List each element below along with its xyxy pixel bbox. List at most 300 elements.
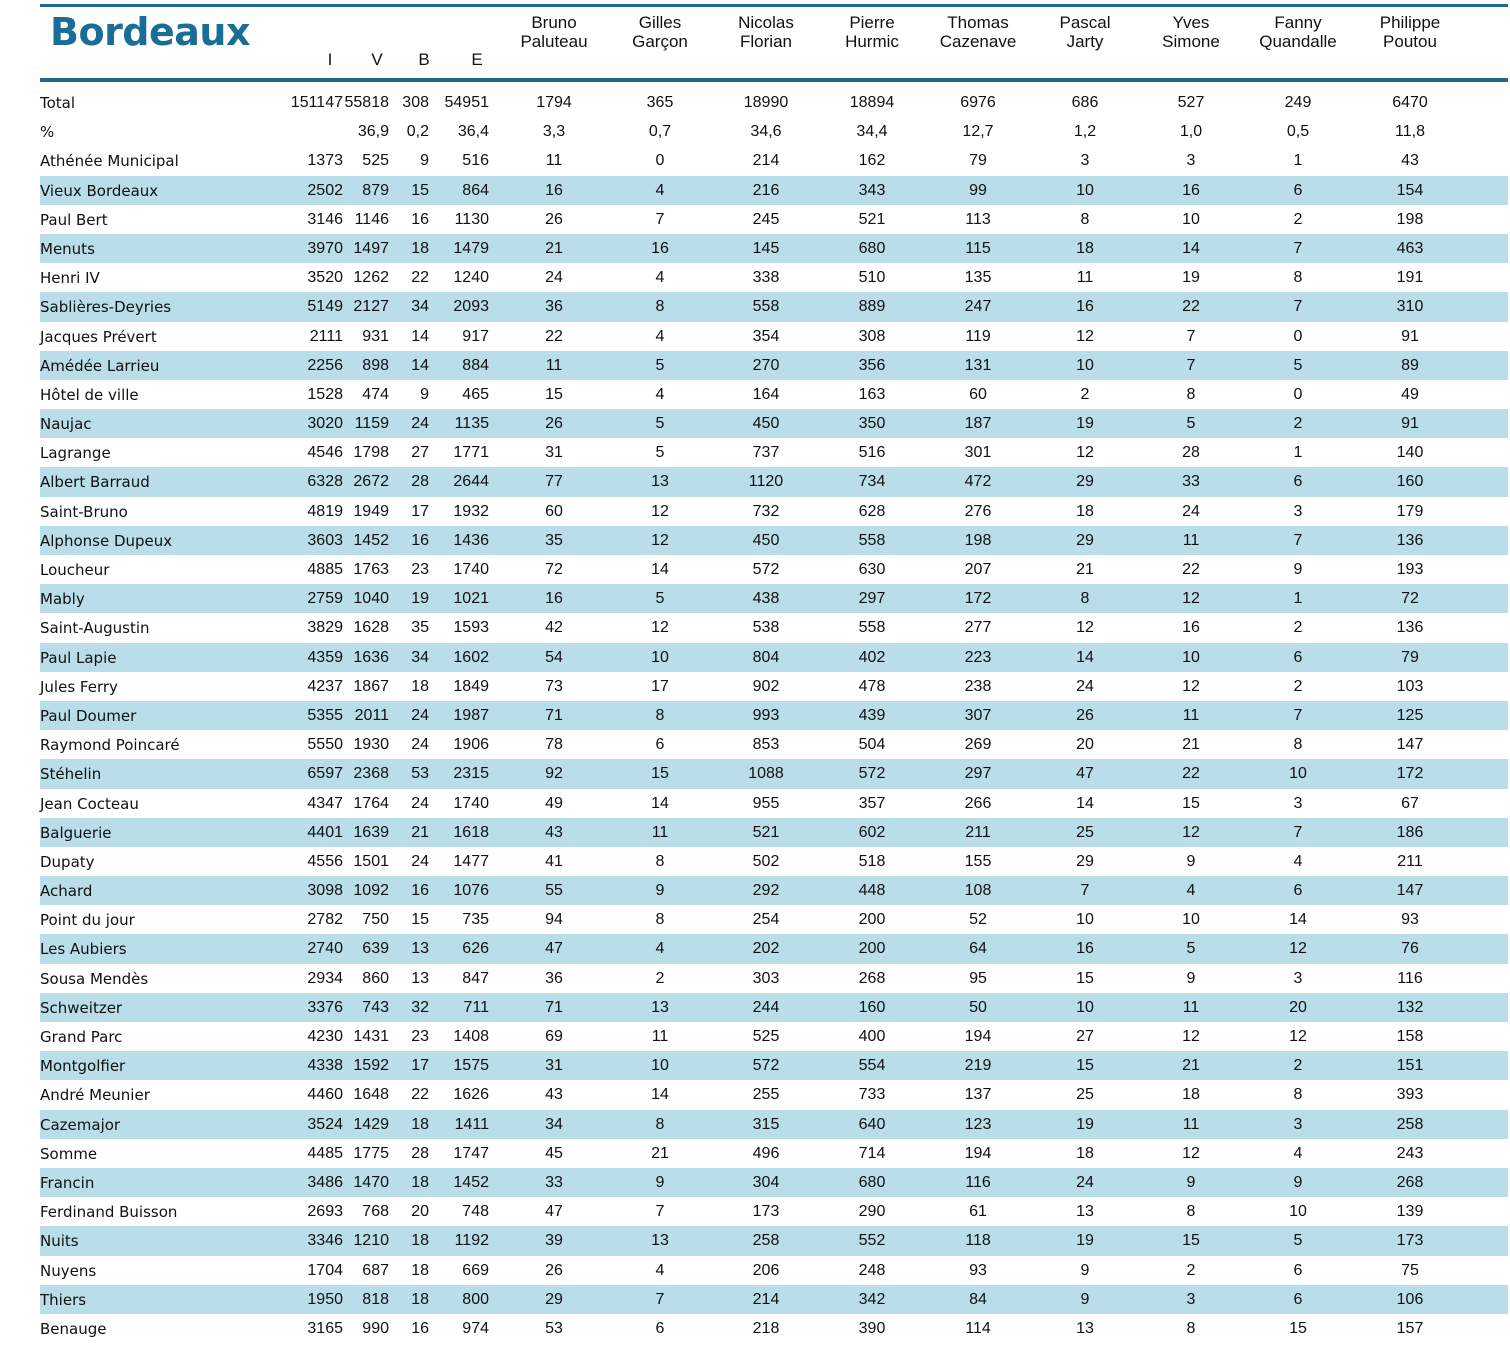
cell-candidate-votes: 5 bbox=[655, 590, 665, 608]
cell-candidate-votes: 390 bbox=[858, 1319, 886, 1337]
candidate-first-name: Pierre bbox=[849, 13, 895, 32]
cell-e: 1021 bbox=[453, 590, 489, 608]
cell-v: 1949 bbox=[353, 502, 389, 520]
cell-candidate-votes: 5 bbox=[655, 415, 665, 433]
cell-candidate-votes: 95 bbox=[969, 969, 987, 987]
cell-candidate-votes: 22 bbox=[1182, 298, 1200, 316]
cell-i: 151147 bbox=[290, 94, 343, 111]
cell-candidate-votes: 12 bbox=[1182, 1028, 1200, 1045]
cell-e: 1987 bbox=[453, 706, 489, 724]
cell-candidate-votes: 84 bbox=[969, 1290, 987, 1308]
bureau-name: Vieux Bordeaux bbox=[40, 181, 159, 200]
candidate-header bbox=[1259, 13, 1337, 51]
cell-candidate-votes: 31 bbox=[545, 444, 563, 462]
cell-candidate-votes: 292 bbox=[752, 882, 780, 900]
cell-i: 3146 bbox=[307, 210, 343, 228]
bureau-name: Benauge bbox=[40, 1319, 107, 1338]
cell-candidate-votes: 3 bbox=[1186, 152, 1196, 170]
cell-i: 4347 bbox=[307, 794, 343, 812]
cell-candidate-votes: 17 bbox=[651, 677, 669, 695]
cell-candidate-votes: 160 bbox=[858, 998, 886, 1016]
cell-candidate-votes: 219 bbox=[964, 1057, 992, 1075]
cell-candidate-votes: 3 bbox=[1293, 794, 1303, 812]
candidate-header bbox=[738, 13, 794, 51]
cell-candidate-votes: 60 bbox=[969, 385, 987, 403]
cell-candidate-votes: 248 bbox=[858, 1261, 886, 1279]
cell-b: 17 bbox=[411, 1057, 429, 1075]
cell-candidate-votes: 191 bbox=[1396, 269, 1424, 287]
cell-candidate-votes: 8 bbox=[655, 1115, 665, 1133]
cell-candidate-votes: 4 bbox=[655, 327, 665, 345]
cell-candidate-votes: 602 bbox=[858, 823, 886, 841]
cell-candidate-votes: 15 bbox=[1182, 794, 1200, 812]
cell-candidate-votes: 12 bbox=[1182, 677, 1200, 695]
cell-candidate-votes: 393 bbox=[1396, 1086, 1424, 1104]
cell-candidate-votes: 194 bbox=[964, 1144, 992, 1162]
cell-candidate-votes: 157 bbox=[1396, 1319, 1424, 1337]
cell-candidate-votes: 356 bbox=[858, 356, 886, 374]
cell-v: 743 bbox=[362, 998, 389, 1016]
bureau-name: Ferdinand Buisson bbox=[40, 1203, 178, 1222]
cell-candidate-votes: 36 bbox=[545, 298, 563, 316]
bureau-name: Henri IV bbox=[40, 269, 100, 288]
cell-candidate-votes: 7 bbox=[1186, 327, 1196, 345]
cell-i: 3829 bbox=[307, 619, 343, 637]
candidate-first-name: Philippe bbox=[1379, 13, 1441, 32]
cell-candidate-votes: 10 bbox=[1182, 911, 1200, 929]
cell-candidate-votes: 268 bbox=[858, 969, 886, 987]
cell-candidate-votes: 139 bbox=[1396, 1203, 1424, 1221]
cell-candidate-votes: 15 bbox=[1076, 1057, 1094, 1075]
cell-candidate-votes: 125 bbox=[1396, 706, 1424, 724]
cell-candidate-votes: 15 bbox=[651, 765, 669, 783]
cell-candidate-votes: 35 bbox=[545, 531, 563, 549]
cell-candidate-votes: 3 bbox=[1293, 502, 1303, 520]
cell-v: 1639 bbox=[353, 823, 389, 841]
cell-candidate-votes: 16 bbox=[651, 239, 669, 257]
cell-candidate-votes: 206 bbox=[752, 1261, 780, 1279]
table-row bbox=[40, 1022, 1508, 1051]
cell-candidate-votes: 42 bbox=[545, 619, 563, 637]
cell-b: 34 bbox=[411, 298, 429, 316]
cell-b: 24 bbox=[411, 415, 429, 433]
table-row bbox=[40, 1139, 1508, 1168]
cell-v: 1501 bbox=[353, 852, 389, 870]
cell-candidate-votes: 10 bbox=[1076, 911, 1094, 929]
cell-candidate-votes: 216 bbox=[752, 181, 780, 199]
table-row bbox=[40, 1314, 1508, 1343]
cell-v: 55818 bbox=[344, 94, 389, 111]
cell-i: 3970 bbox=[307, 239, 343, 257]
cell-i: 2740 bbox=[307, 940, 343, 958]
cell-e: 1906 bbox=[453, 736, 489, 754]
cell-candidate-votes: 11 bbox=[651, 1028, 669, 1045]
table-row bbox=[40, 526, 1508, 555]
cell-v: 1431 bbox=[353, 1028, 389, 1045]
cell-candidate-votes: 10 bbox=[1289, 765, 1307, 783]
table-row bbox=[40, 1256, 1508, 1285]
column-header-b: B bbox=[418, 50, 430, 69]
cell-candidate-votes: 244 bbox=[752, 998, 780, 1016]
cell-candidate-votes: 310 bbox=[1396, 298, 1424, 316]
cell-candidate-votes: 67 bbox=[1401, 794, 1419, 812]
cell-e: 1408 bbox=[453, 1028, 489, 1045]
cell-candidate-votes: 173 bbox=[1396, 1232, 1424, 1250]
cell-candidate-votes: 9 bbox=[1186, 969, 1196, 987]
table-row bbox=[40, 905, 1508, 934]
cell-candidate-votes: 12 bbox=[1289, 1028, 1307, 1045]
cell-candidate-votes: 193 bbox=[1396, 561, 1424, 578]
candidate-first-name: Nicolas bbox=[738, 13, 794, 32]
cell-candidate-votes: 218 bbox=[752, 1319, 780, 1337]
cell-e: 1740 bbox=[453, 794, 489, 812]
cell-candidate-votes: 194 bbox=[964, 1028, 992, 1045]
cell-candidate-votes: 116 bbox=[1397, 969, 1423, 987]
cell-candidate-votes: 902 bbox=[752, 677, 780, 695]
candidate-header bbox=[632, 13, 688, 51]
header-rule bbox=[40, 78, 1508, 82]
cell-candidate-votes: 304 bbox=[752, 1173, 780, 1191]
cell-candidate-votes: 14 bbox=[651, 561, 669, 578]
cell-candidate-votes: 448 bbox=[858, 882, 886, 900]
cell-candidate-votes: 1 bbox=[1293, 444, 1303, 462]
cell-candidate-votes: 93 bbox=[1401, 911, 1419, 929]
cell-candidate-votes: 34 bbox=[545, 1115, 563, 1133]
cell-b: 21 bbox=[411, 823, 429, 841]
candidate-header bbox=[1380, 13, 1441, 51]
cell-candidate-votes: 680 bbox=[858, 239, 886, 257]
cell-v: 1798 bbox=[353, 444, 389, 462]
cell-e: 1076 bbox=[453, 882, 489, 900]
cell-candidate-votes: 357 bbox=[858, 794, 886, 812]
cell-candidate-votes: 15 bbox=[1076, 969, 1094, 987]
cell-candidate-votes: 79 bbox=[1401, 648, 1419, 666]
cell-b: 16 bbox=[411, 531, 429, 549]
cell-candidate-votes: 29 bbox=[1076, 473, 1094, 491]
cell-candidate-votes: 13 bbox=[651, 998, 669, 1016]
table-row bbox=[40, 1110, 1508, 1139]
cell-v: 1930 bbox=[353, 736, 389, 754]
candidate-header bbox=[940, 13, 1017, 51]
cell-candidate-votes: 18894 bbox=[849, 94, 895, 111]
table-row bbox=[40, 438, 1508, 467]
cell-candidate-votes: 14 bbox=[651, 794, 669, 812]
candidate-header bbox=[845, 13, 899, 51]
bureau-name: Hôtel de ville bbox=[40, 385, 139, 404]
cell-candidate-votes: 49 bbox=[545, 794, 563, 812]
cell-candidate-votes: 7 bbox=[1293, 298, 1303, 316]
cell-candidate-votes: 89 bbox=[1401, 356, 1419, 374]
cell-candidate-votes: 18 bbox=[1182, 1086, 1200, 1104]
results-table-body bbox=[40, 88, 1508, 1343]
cell-i: 4556 bbox=[307, 852, 343, 870]
table-row bbox=[40, 117, 1508, 146]
candidate-header bbox=[1162, 13, 1220, 51]
cell-i: 5149 bbox=[307, 298, 343, 316]
cell-v: 1210 bbox=[353, 1232, 389, 1250]
column-header-e: E bbox=[471, 50, 483, 69]
cell-candidate-votes: 14 bbox=[1289, 911, 1307, 929]
cell-v: 474 bbox=[362, 385, 389, 403]
cell-candidate-votes: 108 bbox=[964, 882, 992, 900]
cell-candidate-votes: 525 bbox=[752, 1028, 780, 1045]
cell-e: 2644 bbox=[453, 473, 489, 491]
table-row bbox=[40, 1226, 1508, 1255]
cell-candidate-votes: 14 bbox=[651, 1086, 669, 1104]
cell-candidate-votes: 12 bbox=[651, 619, 669, 637]
cell-candidate-votes: 47 bbox=[545, 940, 563, 958]
cell-candidate-votes: 200 bbox=[858, 911, 886, 929]
cell-candidate-votes: 60 bbox=[545, 502, 563, 520]
cell-candidate-votes: 7 bbox=[1293, 823, 1303, 841]
cell-candidate-votes: 8 bbox=[1293, 1086, 1303, 1104]
cell-candidate-votes: 1794 bbox=[536, 94, 572, 111]
cell-candidate-votes: 16 bbox=[1182, 181, 1200, 199]
cell-candidate-votes: 11 bbox=[1182, 531, 1200, 549]
cell-candidate-votes: 135 bbox=[964, 269, 992, 287]
cell-e: 1747 bbox=[453, 1144, 489, 1162]
cell-v: 1452 bbox=[353, 531, 389, 549]
cell-candidate-votes: 29 bbox=[545, 1290, 563, 1308]
cell-b: 24 bbox=[411, 852, 429, 870]
cell-candidate-votes: 211 bbox=[965, 823, 991, 841]
bureau-name: Mably bbox=[40, 590, 85, 609]
bureau-name: Naujac bbox=[40, 415, 92, 434]
cell-candidate-votes: 734 bbox=[858, 473, 886, 491]
cell-candidate-votes: 955 bbox=[752, 794, 780, 812]
cell-candidate-votes: 147 bbox=[1396, 736, 1424, 754]
cell-candidate-votes: 8 bbox=[1080, 210, 1090, 228]
page-title: Bordeaux bbox=[50, 10, 250, 54]
cell-candidate-votes: 558 bbox=[858, 531, 886, 549]
cell-b: 22 bbox=[411, 269, 429, 287]
cell-i: 1528 bbox=[307, 385, 343, 403]
cell-b: 18 bbox=[411, 1173, 429, 1191]
cell-b: 18 bbox=[411, 1115, 429, 1133]
cell-candidate-votes: 72 bbox=[545, 561, 563, 578]
cell-i: 2111 bbox=[309, 327, 343, 345]
cell-candidate-votes: 21 bbox=[1182, 736, 1200, 754]
cell-v: 818 bbox=[362, 1290, 389, 1308]
cell-candidate-votes: 12 bbox=[1076, 444, 1094, 462]
cell-i: 4359 bbox=[307, 648, 343, 666]
cell-candidate-votes: 2 bbox=[1293, 1057, 1303, 1075]
cell-candidate-votes: 6 bbox=[1293, 648, 1303, 666]
cell-e: 516 bbox=[462, 152, 489, 170]
cell-b: 16 bbox=[411, 210, 429, 228]
cell-v: 1775 bbox=[353, 1144, 389, 1162]
cell-candidate-votes: 52 bbox=[969, 911, 987, 929]
bureau-name: Raymond Poincaré bbox=[40, 736, 180, 755]
cell-candidate-votes: 630 bbox=[858, 561, 886, 578]
cell-candidate-votes: 354 bbox=[752, 327, 780, 345]
table-row bbox=[40, 934, 1508, 963]
table-row bbox=[40, 176, 1508, 205]
cell-candidate-votes: 12 bbox=[1182, 1144, 1200, 1162]
cell-candidate-votes: 16 bbox=[1076, 940, 1094, 958]
cell-candidate-votes: 0 bbox=[655, 152, 665, 170]
cell-i: 5355 bbox=[307, 706, 343, 724]
table-row bbox=[40, 818, 1508, 847]
bureau-name: Balguerie bbox=[40, 823, 112, 842]
table-row bbox=[40, 613, 1508, 642]
bureau-name: Francin bbox=[40, 1173, 95, 1192]
cell-candidate-votes: 1 bbox=[1293, 590, 1303, 608]
cell-candidate-votes: 350 bbox=[858, 415, 886, 433]
cell-candidate-votes: 640 bbox=[858, 1115, 886, 1133]
cell-b: 23 bbox=[411, 1028, 429, 1045]
cell-candidate-votes: 12,7 bbox=[962, 123, 994, 141]
cell-candidate-votes: 36 bbox=[545, 969, 563, 987]
cell-candidate-votes: 187 bbox=[964, 415, 992, 433]
cell-candidate-votes: 270 bbox=[752, 356, 780, 374]
cell-b: 27 bbox=[411, 444, 429, 462]
cell-candidate-votes: 737 bbox=[752, 444, 780, 462]
cell-candidate-votes: 200 bbox=[858, 940, 886, 958]
cell-candidate-votes: 365 bbox=[646, 94, 674, 111]
cell-candidate-votes: 342 bbox=[858, 1290, 886, 1308]
bureau-name: Total bbox=[40, 94, 76, 112]
candidate-last-name: Quandalle bbox=[1259, 32, 1337, 51]
cell-candidate-votes: 4 bbox=[1293, 852, 1303, 870]
cell-b: 308 bbox=[402, 94, 429, 111]
table-row bbox=[40, 292, 1508, 321]
bureau-name: Cazemajor bbox=[40, 1115, 121, 1134]
cell-candidate-votes: 2 bbox=[1293, 677, 1303, 695]
cell-candidate-votes: 853 bbox=[752, 736, 780, 754]
cell-candidate-votes: 733 bbox=[858, 1086, 886, 1104]
cell-candidate-votes: 21 bbox=[1076, 561, 1094, 578]
cell-candidate-votes: 11,8 bbox=[1395, 123, 1425, 141]
cell-candidate-votes: 162 bbox=[858, 152, 886, 170]
cell-candidate-votes: 47 bbox=[545, 1203, 563, 1221]
cell-candidate-votes: 21 bbox=[1182, 1057, 1200, 1075]
cell-candidate-votes: 131 bbox=[964, 356, 992, 374]
cell-i: 5550 bbox=[307, 736, 343, 754]
cell-candidate-votes: 8 bbox=[655, 706, 665, 724]
cell-candidate-votes: 276 bbox=[964, 502, 992, 520]
table-row bbox=[40, 701, 1508, 730]
cell-v: 1764 bbox=[353, 794, 389, 812]
cell-candidate-votes: 3 bbox=[1293, 1115, 1303, 1133]
candidate-first-name: Pascal bbox=[1059, 13, 1111, 32]
bureau-name: Albert Barraud bbox=[40, 473, 150, 492]
cell-b: 18 bbox=[411, 1290, 429, 1308]
bureau-name: Saint-Augustin bbox=[40, 619, 150, 638]
cell-candidate-votes: 502 bbox=[752, 852, 780, 870]
cell-candidate-votes: 26 bbox=[545, 1261, 563, 1279]
cell-b: 20 bbox=[411, 1203, 429, 1221]
cell-candidate-votes: 243 bbox=[1396, 1144, 1424, 1162]
cell-candidate-votes: 198 bbox=[964, 531, 992, 549]
candidate-last-name: Paluteau bbox=[520, 32, 588, 51]
cell-candidate-votes: 136 bbox=[1396, 619, 1424, 637]
bureau-name: Jules Ferry bbox=[40, 677, 118, 696]
bureau-name: Thiers bbox=[40, 1290, 87, 1309]
cell-b: 18 bbox=[411, 677, 429, 695]
cell-candidate-votes: 9 bbox=[1293, 1173, 1303, 1191]
cell-candidate-votes: 29 bbox=[1076, 531, 1094, 549]
cell-e: 864 bbox=[462, 181, 489, 199]
cell-candidate-votes: 463 bbox=[1396, 239, 1424, 257]
cell-candidate-votes: 106 bbox=[1396, 1290, 1424, 1308]
table-row bbox=[40, 263, 1508, 292]
cell-b: 35 bbox=[411, 619, 429, 637]
cell-e: 1240 bbox=[453, 269, 489, 287]
cell-b: 13 bbox=[411, 940, 429, 958]
table-row bbox=[40, 409, 1508, 438]
cell-candidate-votes: 554 bbox=[858, 1057, 886, 1075]
cell-candidate-votes: 116 bbox=[965, 1173, 991, 1191]
cell-candidate-votes: 50 bbox=[969, 998, 987, 1016]
cell-candidate-votes: 510 bbox=[858, 269, 886, 287]
cell-v: 898 bbox=[362, 356, 389, 374]
cell-v: 2127 bbox=[353, 298, 389, 316]
candidate-last-name: Hurmic bbox=[845, 32, 899, 51]
table-row bbox=[40, 1051, 1508, 1080]
cell-candidate-votes: 804 bbox=[752, 648, 780, 666]
bureau-name: Grand Parc bbox=[40, 1028, 123, 1046]
bureau-name: André Meunier bbox=[40, 1086, 150, 1105]
cell-candidate-votes: 527 bbox=[1177, 94, 1205, 111]
cell-e: 1593 bbox=[453, 619, 489, 637]
cell-candidate-votes: 518 bbox=[858, 852, 886, 870]
cell-candidate-votes: 7 bbox=[1080, 882, 1090, 900]
cell-i: 4460 bbox=[307, 1086, 343, 1104]
cell-candidate-votes: 10 bbox=[1076, 998, 1094, 1016]
cell-candidate-votes: 151 bbox=[1396, 1057, 1424, 1075]
cell-candidate-votes: 308 bbox=[858, 327, 886, 345]
cell-candidate-votes: 714 bbox=[858, 1144, 886, 1162]
cell-v: 1146 bbox=[354, 210, 389, 228]
cell-candidate-votes: 254 bbox=[752, 911, 780, 929]
table-row bbox=[40, 1285, 1508, 1314]
candidate-first-name: Yves bbox=[1172, 13, 1210, 32]
cell-candidate-votes: 26 bbox=[1076, 706, 1094, 724]
cell-b: 0,2 bbox=[406, 123, 429, 141]
cell-candidate-votes: 18 bbox=[1076, 1144, 1094, 1162]
cell-candidate-votes: 93 bbox=[969, 1261, 987, 1279]
bureau-name: Amédée Larrieu bbox=[40, 356, 160, 375]
cell-candidate-votes: 247 bbox=[964, 298, 992, 316]
cell-e: 669 bbox=[462, 1261, 489, 1279]
cell-e: 54951 bbox=[444, 94, 489, 111]
cell-candidate-votes: 10 bbox=[1076, 356, 1094, 374]
cell-e: 847 bbox=[462, 969, 489, 987]
cell-candidate-votes: 6 bbox=[655, 736, 665, 754]
cell-candidate-votes: 245 bbox=[752, 210, 780, 228]
cell-candidate-votes: 114 bbox=[965, 1319, 991, 1337]
cell-candidate-votes: 0,5 bbox=[1286, 123, 1310, 141]
table-row bbox=[40, 555, 1508, 584]
cell-b: 9 bbox=[420, 385, 429, 403]
bureau-name: Somme bbox=[40, 1144, 98, 1163]
cell-candidate-votes: 25 bbox=[1076, 1086, 1094, 1104]
cell-candidate-votes: 343 bbox=[858, 181, 886, 199]
cell-candidate-votes: 1120 bbox=[748, 473, 784, 491]
cell-candidate-votes: 521 bbox=[858, 210, 886, 228]
candidate-last-name: Florian bbox=[740, 32, 792, 51]
cell-candidate-votes: 1088 bbox=[748, 765, 784, 783]
cell-e: 884 bbox=[462, 356, 489, 374]
cell-i: 2782 bbox=[307, 911, 343, 929]
cell-candidate-votes: 223 bbox=[964, 648, 992, 666]
cell-b: 32 bbox=[411, 998, 429, 1016]
cell-i: 3165 bbox=[307, 1319, 343, 1337]
cell-candidate-votes: 6 bbox=[1293, 882, 1303, 900]
cell-candidate-votes: 496 bbox=[752, 1144, 780, 1162]
cell-candidate-votes: 5 bbox=[655, 444, 665, 462]
